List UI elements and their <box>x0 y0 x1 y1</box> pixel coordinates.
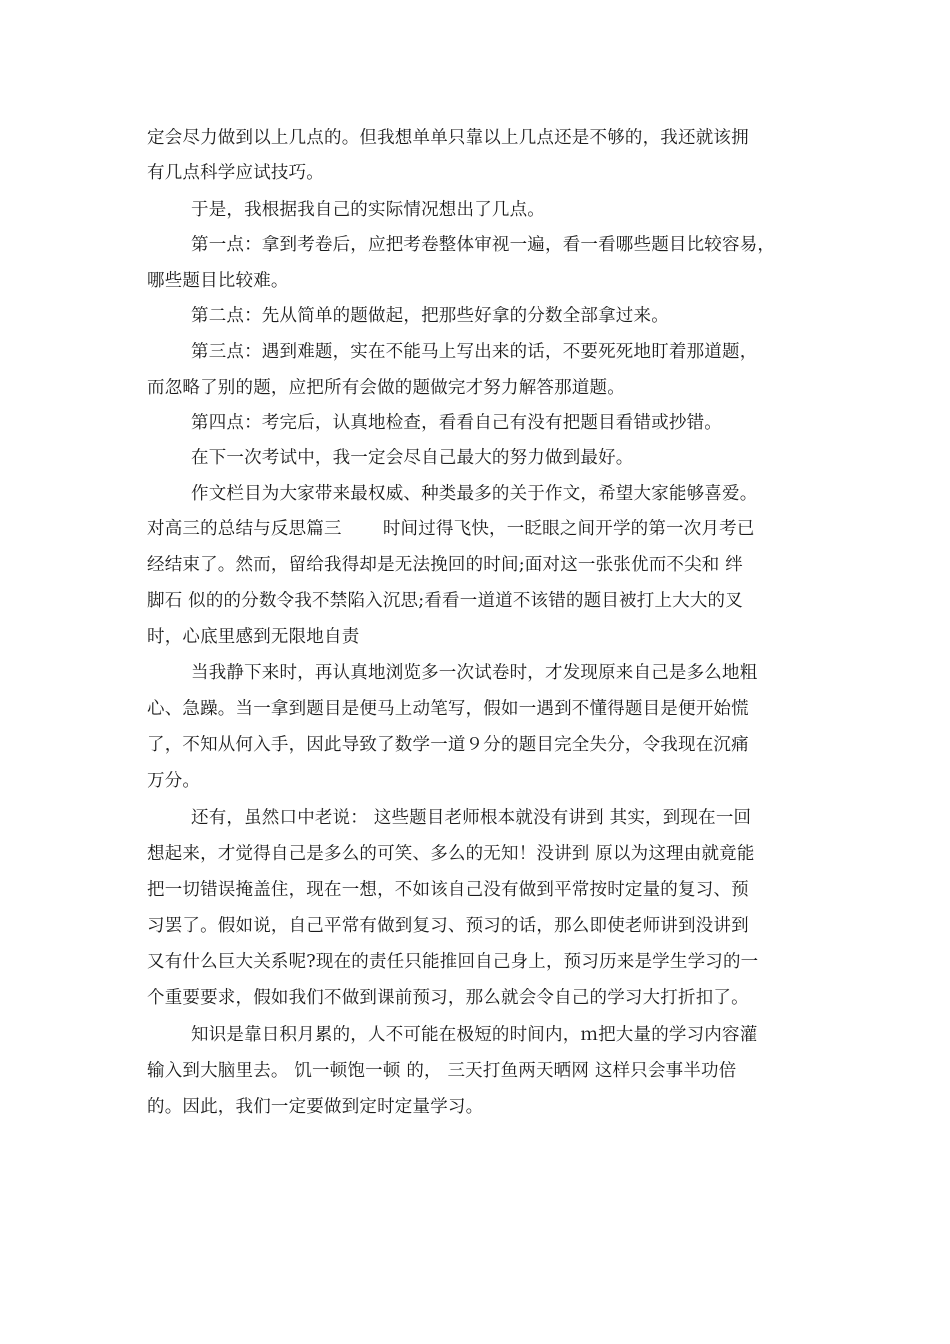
text-line: 输入到大脑里去。 饥一顿饱一顿 的， 三天打鱼两天晒网 这样只会事半功倍 <box>147 1061 737 1081</box>
text-line: 哪些题目比较难。 <box>147 271 289 291</box>
section-title-line: 对高三的总结与反思篇三 时间过得飞快，一眨眼之间开学的第一次月考已 <box>147 519 755 539</box>
text-line: 心、急躁。当一拿到题目是便马上动笔写，假如一遇到不懂得题目是便开始慌 <box>147 699 749 719</box>
paragraph-line: 第一点：拿到考卷后，应把考卷整体审视一遍，看一看哪些题目比较容易， <box>191 235 776 255</box>
text-line: 把一切错误掩盖住，现在一想，不如该自己没有做到平常按时定量的复习、预 <box>147 880 749 900</box>
paragraph-line: 当我静下来时，再认真地浏览多一次试卷时，才发现原来自己是多么地粗 <box>191 663 758 683</box>
paragraph-line: 第二点：先从简单的题做起，把那些好拿的分数全部拿过来。 <box>191 306 669 326</box>
text-line: 的。因此，我们一定要做到定时定量学习。 <box>147 1097 484 1117</box>
text-line: 个重要要求，假如我们不做到课前预习，那么就会令自己的学习大打折扣了。 <box>147 988 749 1008</box>
text-line: 时，心底里感到无限地自责 <box>147 627 360 647</box>
text-line: 脚石 似的的分数令我不禁陷入沉思;看看一道道不该错的题目被打上大大的叉 <box>147 591 743 611</box>
paragraph-line: 知识是靠日积月累的，人不可能在极短的时间内，ｍ把大量的学习内容灌 <box>191 1025 758 1045</box>
paragraph-line: 作文栏目为大家带来最权威、种类最多的关于作文，希望大家能够喜爱。 <box>191 484 758 504</box>
text-line: 万分。 <box>147 771 201 791</box>
paragraph-line: 还有，虽然口中老说： 这些题目老师根本就没有讲到 其实，到现在一回 <box>191 808 752 828</box>
paragraph-line: 第四点：考完后，认真地检查，看看自己有没有把题目看错或抄错。 <box>191 413 722 433</box>
paragraph-line: 在下一次考试中，我一定会尽自己最大的努力做到最好。 <box>191 448 634 468</box>
text-line: 想起来，才觉得自己是多么的可笑、多么的无知！没讲到 原以为这理由就竟能 <box>147 844 755 864</box>
text-line: 定会尽力做到以上几点的。但我想单单只靠以上几点还是不够的，我还就该拥 <box>147 128 749 148</box>
text-line: 经结束了。然而，留给我得却是无法挽回的时间;面对这一张张优而不尖和 绊 <box>147 555 743 575</box>
text-line: 又有什么巨大关系呢?现在的责任只能推回自己身上，预习历来是学生学习的一 <box>147 952 759 972</box>
paragraph-line: 第三点：遇到难题，实在不能马上写出来的话，不要死死地盯着那道题， <box>191 342 758 362</box>
text-line: 习罢了。假如说，自己平常有做到复习、预习的话，那么即使老师讲到没讲到 <box>147 916 749 936</box>
text-line: 而忽略了别的题，应把所有会做的题做完才努力解答那道题。 <box>147 378 625 398</box>
text-line: 有几点科学应试技巧。 <box>147 163 324 183</box>
text-line: 了，不知从何入手，因此导致了数学一道９分的题目完全失分，令我现在沉痛 <box>147 735 749 755</box>
paragraph-line: 于是，我根据我自己的实际情况想出了几点。 <box>191 200 545 220</box>
